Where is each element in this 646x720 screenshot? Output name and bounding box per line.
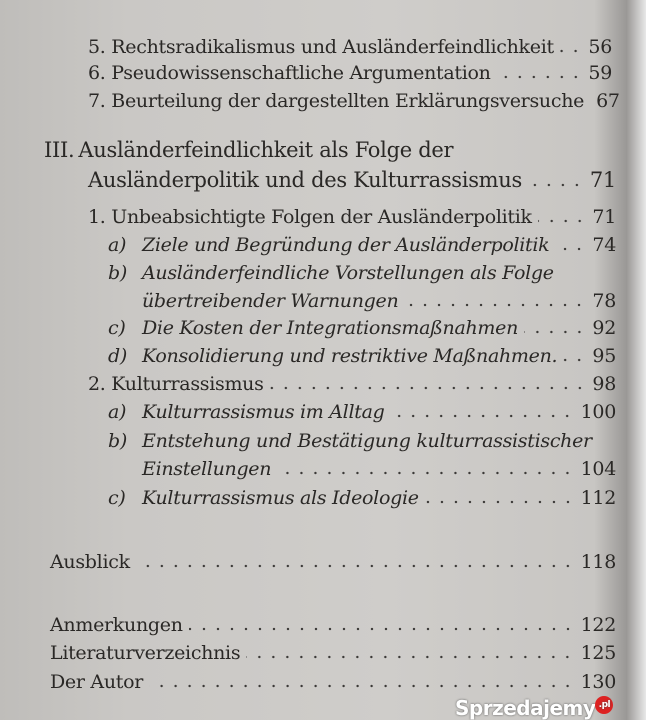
entry-letter: d) [108,345,127,367]
entry-title: Rechtsradikalismus und Ausländerfeindlichkeit [111,36,554,58]
page-number: 71 [592,206,616,228]
toc-subentry [108,316,616,340]
entry-title: Konsolidierung und restriktive Maßnahmen. [142,345,558,367]
watermark-badge: .pl [595,696,613,714]
toc-subentry [108,344,616,368]
entry-letter: a) [108,401,127,423]
page-number: 130 [580,671,616,693]
toc-entry [50,641,616,665]
entry-title-line2: übertreibender Warnungen [142,290,399,312]
entry-number: 7. [88,90,106,112]
dot-leader [390,414,574,418]
entry-title: Ziele und Begründung der Ausländerpolitik [142,234,550,256]
dot-leader [136,564,575,568]
page-number: 100 [580,401,616,423]
entry-title: Unbeabsichtigte Folgen der Ausländerpolitik [111,206,532,228]
page-number: 98 [592,373,616,395]
entry-letter: c) [108,487,126,509]
dot-leader [189,627,575,631]
dot-leader [404,303,586,307]
entry-title: Literaturverzeichnis [50,642,241,664]
chapter-title: Ausländerfeindlichkeit als Folge der [78,138,454,162]
entry-title: Anmerkungen [50,614,183,636]
page-number: 118 [580,551,616,573]
page-number: 74 [592,234,616,256]
entry-letter: c) [108,317,126,339]
dot-leader [497,75,583,79]
toc-subentry [108,233,616,257]
toc-subentry-cont [142,289,616,313]
page-number: 71 [589,168,616,192]
chapter-title-line2: Ausländerpolitik und des Kulturrassismus [88,168,522,192]
entry-title: Pseudowissenschaftliche Argumentation [111,62,491,84]
page-number: 59 [588,62,612,84]
entry-letter: b) [108,262,127,284]
toc-entry [88,89,620,113]
dot-leader [277,471,574,475]
dot-leader [425,500,575,504]
toc-subentry [108,429,616,453]
toc-entry [50,613,616,637]
entry-title: Kulturrassismus im Alltag [142,401,385,423]
toc-subentry [108,486,616,510]
dot-leader [528,183,584,187]
toc-entry [50,670,616,694]
page-number: 104 [580,458,616,480]
entry-number: 5. [88,36,106,58]
toc-subentry-cont [142,457,616,481]
entry-title: Kulturrassismus [111,373,264,395]
entry-title: Beurteilung der dargestellten Erklärungsversuche [111,90,585,112]
entry-title: Entstehung und Bestätigung kulturrassistischer [142,430,592,452]
toc-entry [50,550,616,574]
entry-number: 1. [88,206,106,228]
entry-number: 2. [88,373,106,395]
toc-entry [88,35,612,59]
watermark-text: Sprzedajemy [455,696,596,720]
toc-entry [88,205,616,229]
entry-number: 6. [88,62,106,84]
entry-title: Die Kosten der Integrationsmaßnahmen [142,317,519,339]
page-number: 56 [588,36,612,58]
entry-letter: a) [108,234,127,256]
entry-title: Ausländerfeindliche Vorstellungen als Folge [142,262,554,284]
page-number: 122 [580,614,616,636]
page-number: 95 [592,345,616,367]
page-number: 78 [592,290,616,312]
entry-title: Der Autor [50,671,144,693]
entry-letter: b) [108,430,127,452]
dot-leader [149,684,575,688]
page-number: 92 [592,317,616,339]
entry-title-line2: Einstellungen [142,458,272,480]
toc-entry [88,372,616,396]
dot-leader [246,655,574,659]
chapter-heading [44,138,612,162]
dot-leader [270,386,587,390]
dot-leader [560,49,583,53]
chapter-heading-cont [88,168,616,192]
entry-title: Ausblick [50,551,130,573]
page-number: 112 [580,487,616,509]
dot-leader [563,358,586,362]
chapter-number: III. [44,138,75,162]
dot-leader [524,330,586,334]
page-number: 125 [580,642,616,664]
page-number: 67 [596,90,620,112]
entry-title: Kulturrassismus als Ideologie [142,487,419,509]
toc-subentry [108,400,616,424]
toc-entry [88,61,612,85]
toc-subentry [108,261,616,285]
dot-leader [538,219,587,223]
watermark-logo [455,696,613,720]
dot-leader [555,247,586,251]
